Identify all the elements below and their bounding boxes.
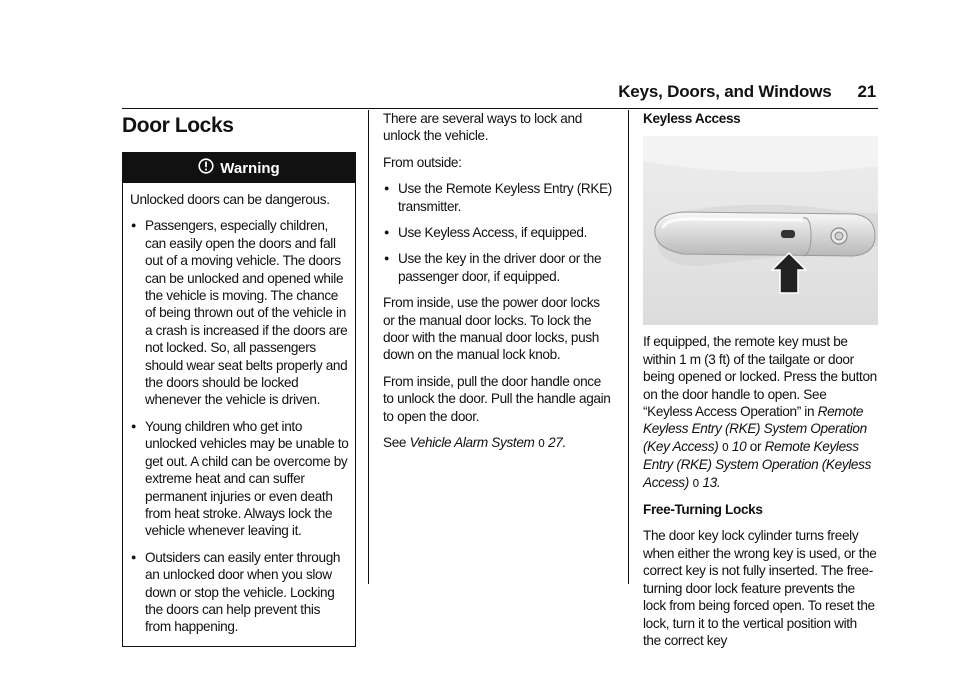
or-text: or — [749, 438, 762, 454]
warning-bullet-list — [130, 217, 349, 635]
running-header — [618, 82, 876, 102]
header-section-title: Keys, Doors, and Windows — [618, 82, 832, 101]
warning-bullet: ● Young children who get into unlocked vehicles may be unable to get out. A child can be overcome by extreme heat and can suffer permanent injuries or even death from heat stroke. Always lock the vehicle whenever leaving it. — [130, 418, 349, 540]
xref-link[interactable]: Vehicle Alarm System — [409, 435, 535, 451]
door-handle-illustration — [643, 136, 878, 325]
column-divider — [628, 110, 629, 584]
list-item: ● Use the key in the driver door or the passenger door, if equipped. — [383, 250, 613, 285]
paragraph — [643, 333, 878, 492]
subheading: Keyless Access — [643, 111, 741, 126]
page-pointer-icon: 0 — [692, 476, 699, 490]
see-prefix: See — [383, 435, 407, 451]
page-number: 21 — [857, 82, 876, 101]
warning-icon — [198, 158, 214, 178]
warning-body — [123, 183, 355, 636]
xref-link[interactable]: Remote Keyless Entry (RKE) System Operation (Key Access) — [643, 404, 867, 454]
page-pointer-icon: 0 — [721, 440, 729, 454]
warning-bullet: ● Passengers, especially children, can easily open the doors and fall out of a moving vehicle. The doors can be unlocked and opened while the vehicle is moving. The chance of being thrown out of the vehicle in a crash is increased if the doors are not locked. So, all passengers should wear seat belts properly and the doors should be locked whenever the vehicle is driven. — [130, 217, 349, 408]
outside-bullet-list — [383, 180, 613, 285]
paragraph: From inside, pull the door handle once to unlock the door. Pull the handle again to open the door. — [383, 373, 611, 424]
paragraph: There are several ways to lock and unlock the vehicle. — [383, 111, 582, 144]
keyless-text: If equipped, the remote key must be within 1 m (3 ft) of the tailgate or door being opened or locked. Press the button on the door handle to open. See “Keyless Access Operation” in — [643, 334, 877, 420]
warning-intro: Unlocked doors can be dangerous. — [130, 192, 330, 207]
column-2 — [383, 110, 613, 462]
warning-bullet: ● Outsiders can easily enter through an unlocked door when you slow down or stop the vehicle. Locking the doors can help prevent this from happening. — [130, 549, 349, 636]
paragraph: The door key lock cylinder turns freely when either the wrong key is used, or the correct key is not fully inserted. The free-turning door lock feature prevents the lock from being forced open. To reset the lock, turn it to the vertical position with the correct key — [643, 528, 877, 648]
xref-page: 27. — [548, 435, 566, 451]
warning-header — [123, 153, 355, 183]
xref-page: 13. — [702, 474, 721, 490]
column-divider — [368, 110, 369, 584]
warning-box — [122, 152, 356, 647]
column-3 — [643, 110, 878, 658]
paragraph: From outside: — [383, 154, 462, 170]
cross-reference — [383, 434, 613, 452]
warning-label: Warning — [220, 159, 280, 177]
header-rule — [122, 108, 878, 109]
subheading: Free-Turning Locks — [643, 502, 763, 518]
section-title: Door Locks — [122, 114, 234, 137]
paragraph: From inside, use the power door locks or the manual door locks. To lock the door with the manual door locks, push down on the manual lock knob. — [383, 295, 600, 363]
xref-link[interactable]: Remote Keyless Entry (RKE) System Operation (Keyless Access) — [643, 438, 872, 490]
list-item: ● Use the Remote Keyless Entry (RKE) transmitter. — [383, 180, 613, 215]
column-1 — [122, 110, 356, 647]
list-item: ● Use Keyless Access, if equipped. — [383, 224, 613, 241]
page-pointer-icon: 0 — [537, 437, 545, 451]
xref-page: 10 — [731, 438, 747, 454]
